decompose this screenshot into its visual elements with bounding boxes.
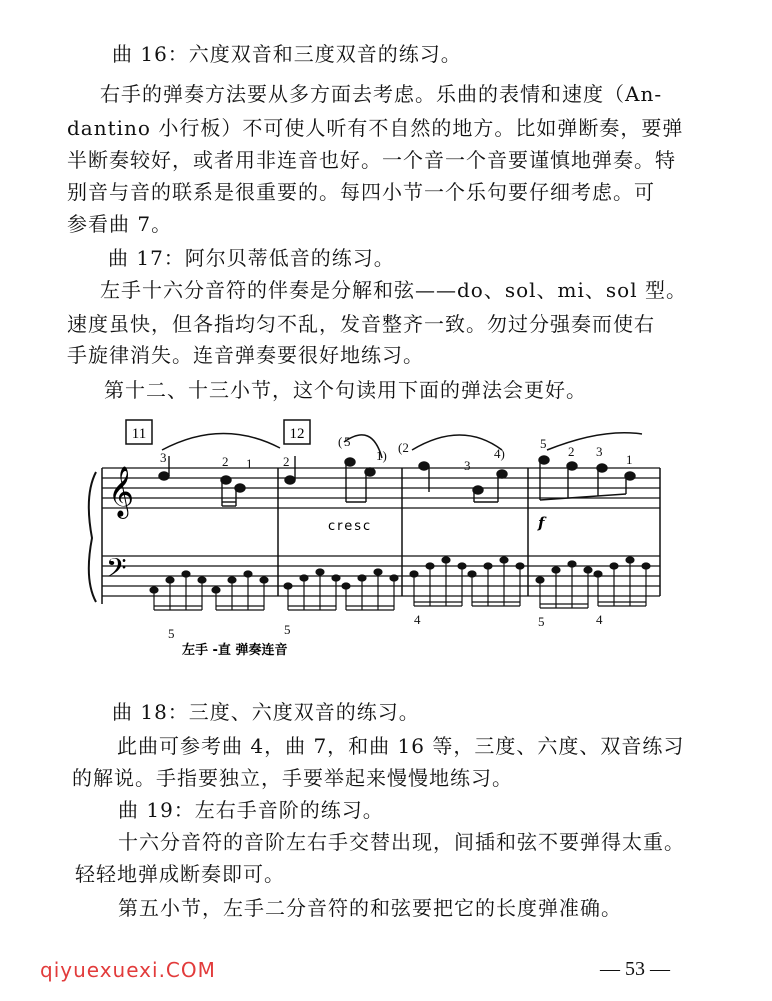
fingering: 4 xyxy=(414,612,421,627)
paragraph-line: 右手的弹奏方法要从多方面去考虑。乐曲的表情和速度（An- xyxy=(100,82,663,106)
paragraph-line: 别音与音的联系是很重要的。每四小节一个乐句要仔细考虑。可 xyxy=(67,180,655,204)
paragraph-line: 曲 17：阿尔贝蒂低音的练习。 xyxy=(108,246,395,270)
measure-number-11: 11 xyxy=(131,426,147,442)
fingering: 4 xyxy=(596,612,603,627)
fingering: 5 xyxy=(344,434,351,449)
bass-clef-icon: 𝄢 xyxy=(106,552,127,590)
fingering: 1 xyxy=(626,452,633,467)
fingering: 2 xyxy=(283,454,290,469)
paragraph-line: 曲 16：六度双音和三度双音的练习。 xyxy=(112,42,462,66)
paragraph-line: 曲 19：左右手音阶的练习。 xyxy=(118,798,384,822)
dynamic-mark: f xyxy=(538,514,545,532)
paragraph-line: 轻轻地弹成断奏即可。 xyxy=(75,862,285,886)
watermark: qiyuexuexi.COM xyxy=(40,958,216,982)
fingering: 5 xyxy=(540,436,547,451)
fingering: (2 xyxy=(398,440,409,455)
fingering: 5 xyxy=(168,626,175,641)
page-number: — 53 — xyxy=(600,958,670,980)
paragraph-line: 第十二、十三小节，这个句读用下面的弹法会更好。 xyxy=(104,378,587,402)
cresc-mark: cresc xyxy=(328,519,373,534)
fingering: 3 xyxy=(160,450,167,465)
paragraph-line: 曲 18：三度、六度双音的练习。 xyxy=(112,700,420,724)
paragraph-line: 此曲可参考曲 4，曲 7，和曲 16 等，三度、六度、双音练习 xyxy=(117,734,685,758)
treble-clef-icon: 𝄞 xyxy=(108,466,135,517)
fingering: 3 xyxy=(464,458,471,473)
paren: ( xyxy=(338,434,343,449)
fingering: 1 xyxy=(246,456,253,471)
paragraph-line: 速度虽快，但各指均匀不乱，发音整齐一致。勿过分强奏而使右 xyxy=(67,312,655,336)
measure-number-12: 12 xyxy=(289,426,305,442)
paragraph-line: 手旋律消失。连音弹奏要很好地练习。 xyxy=(67,343,424,367)
paragraph-line: 的解说。手指要独立，手要举起来慢慢地练习。 xyxy=(72,766,513,790)
paragraph-line: dantino 小行板）不可使人听有不自然的地方。比如弹断奏，要弹 xyxy=(67,116,684,140)
fingering: 4) xyxy=(494,446,505,461)
paragraph-line: 十六分音符的音阶左右手交替出现，间插和弦不要弹得太重。 xyxy=(118,830,685,854)
fingering: 5 xyxy=(538,614,545,629)
fingering: 1) xyxy=(376,448,387,463)
fingering: 5 xyxy=(284,622,291,637)
paragraph-line: 参看曲 7。 xyxy=(67,212,173,236)
paragraph-line: 半断奏较好，或者用非连音也好。一个音一个音要谨慎地弹奏。特 xyxy=(67,148,676,172)
paragraph-line: 第五小节，左手二分音符的和弦要把它的长度弹准确。 xyxy=(118,896,622,920)
fingering: 3 xyxy=(596,444,603,459)
music-score xyxy=(82,410,702,670)
score-caption: 左手 -直 弹奏连音 xyxy=(182,643,288,658)
paragraph-line: 左手十六分音符的伴奏是分解和弦——do、sol、mi、sol 型。 xyxy=(100,278,687,302)
fingering: 2 xyxy=(222,454,229,469)
fingering: 2 xyxy=(568,444,575,459)
